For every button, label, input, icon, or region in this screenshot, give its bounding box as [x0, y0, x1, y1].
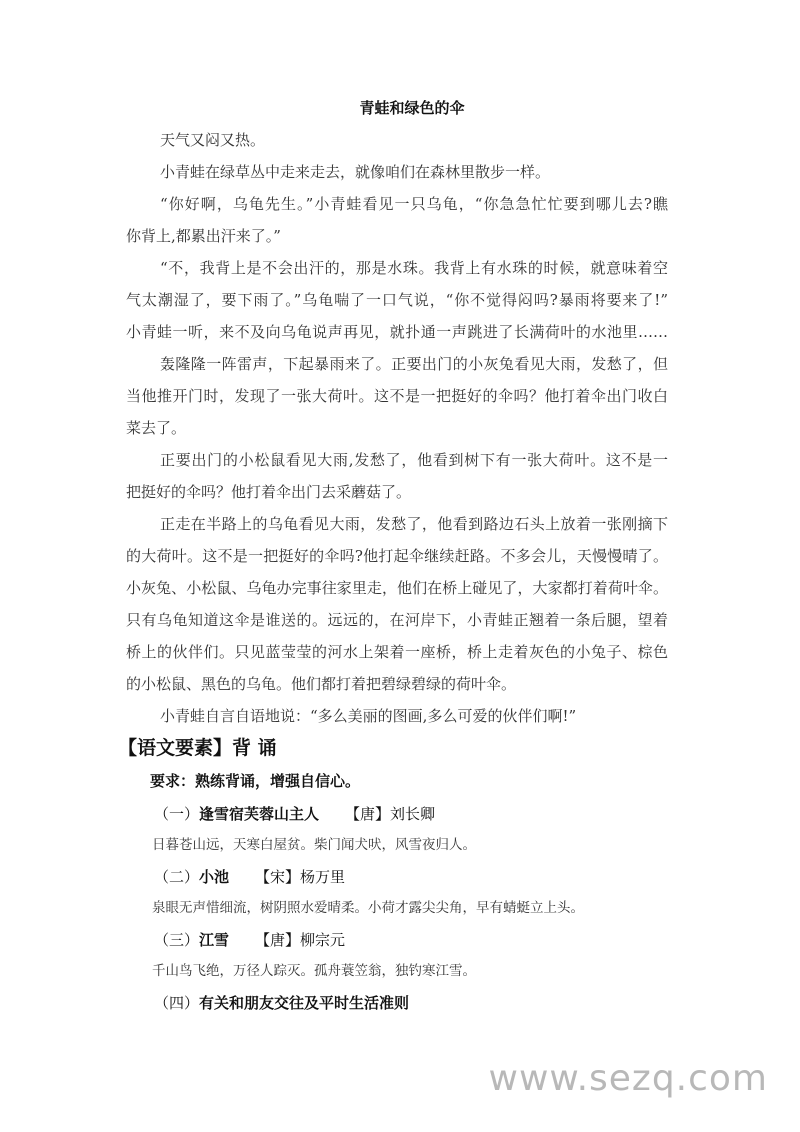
story-title: 青蛙和绿色的伞	[359, 99, 465, 117]
paragraph	[126, 348, 668, 444]
paragraph	[126, 188, 668, 252]
text-line: 只有乌龟知道这伞是谁送的。远远的，在河岸下，小青蛙正翘着一条后腿，望着	[126, 611, 668, 629]
poem-author: 杨万里	[300, 868, 346, 886]
poem-number: （一）	[154, 805, 200, 823]
requirement-text: 要求：熟练背诵，增强自信心。	[150, 772, 361, 790]
text-line: 的大荷叶。这不是一把挺好的伞吗?他打起伞继续赶路。不多会儿，天慢慢晴了。	[126, 547, 668, 565]
poem-text: 千山鸟飞绝，万径人踪灭。孤舟蓑笠翁，独钓寒江雪。	[152, 963, 476, 979]
text-line: 正走在半路上的乌龟看见大雨，发愁了，他看到路边石头上放着一张刚摘下	[160, 515, 668, 533]
paragraph	[126, 508, 668, 700]
poem-heading	[126, 798, 668, 830]
text-line: 把挺好的伞吗？他打着伞出门去采蘑菇了。	[126, 483, 412, 501]
text-line: 的小松鼠、黑色的乌龟。他们都打着把碧绿碧绿的荷叶伞。	[126, 675, 517, 693]
poem	[126, 924, 668, 987]
document-page	[118, 92, 668, 1019]
poem-title: 逢雪宿芙蓉山主人	[199, 805, 320, 823]
text-line: 小灰兔、小松鼠、乌龟办完事往家里走，他们在桥上碰见了，大家都打着荷叶伞。	[126, 579, 668, 597]
poem-heading	[126, 924, 668, 956]
poem-title: 小池	[199, 868, 230, 886]
poem-title: 江雪	[199, 931, 230, 949]
text-line: 桥上的伙伴们。只见蓝莹莹的河水上架着一座桥，桥上走着灰色的小兔子、棕色	[126, 643, 668, 661]
paragraph	[126, 444, 668, 508]
text-line: 你背上,都累出汗来了。”	[126, 227, 281, 245]
text-line: 轰隆隆一阵雷声，下起暴雨来了。正要出门的小灰兔看见大雨，发愁了，但	[160, 355, 668, 373]
paragraph	[126, 252, 668, 348]
poem-author: 柳宗元	[300, 931, 346, 949]
poem	[126, 861, 668, 924]
text-line: 当他推开门时，发现了一张大荷叶。这不是一把挺好的伞吗？他打着伞出门收白	[126, 387, 668, 405]
paragraph	[126, 700, 668, 732]
poem-dynasty: 【唐】	[255, 931, 301, 949]
watermark: www.sezq.com	[488, 1058, 768, 1099]
section-heading: 【语文要素】背 诵	[118, 737, 277, 759]
poem-number: （三）	[154, 931, 200, 949]
text-line: 小青蛙自言自语地说：“多么美丽的图画,多么可爱的伙伴们啊!”	[160, 707, 577, 725]
text-line: 气太潮湿了，要下雨了。”乌龟喘了一口气说，“你不觉得闷吗?暴雨将要来了!”	[126, 291, 668, 309]
text-line: 小青蛙在绿草丛中走来走去，就像咱们在森林里散步一样。	[160, 163, 551, 181]
poem	[126, 798, 668, 861]
text-line: 小青蛙一听，来不及向乌龟说声再见，就扑通一声跳进了长满荷叶的水池里……	[126, 323, 668, 341]
text-line: 菜去了。	[126, 419, 187, 437]
text-line: 天气又闷又热。	[160, 131, 266, 149]
poem-text: 日暮苍山远，天寒白屋贫。柴门闻犬吠，风雪夜归人。	[152, 837, 476, 853]
poem-dynasty: 【唐】	[345, 805, 391, 823]
subsection-title: 有关和朋友交往及平时生活准则	[199, 994, 410, 1012]
poem-dynasty: 【宋】	[255, 868, 301, 886]
paragraph	[126, 124, 668, 156]
text-line: “不，我背上是不会出汗的，那是水珠。我背上有水珠的时候，就意味着空	[160, 259, 668, 277]
subsection-heading	[126, 987, 668, 1019]
subsection-number: （四）	[154, 994, 200, 1012]
poem-number: （二）	[154, 868, 200, 886]
poem-text: 泉眼无声惜细流，树阴照水爱晴柔。小荷才露尖尖角，早有蜻蜓立上头。	[152, 900, 584, 916]
poem-heading	[126, 861, 668, 893]
text-line: “你好啊，乌龟先生。”小青蛙看见一只乌龟，“你急急忙忙要到哪儿去?瞧	[160, 195, 668, 213]
text-line: 正要出门的小松鼠看见大雨,发愁了，他看到树下有一张大荷叶。这不是一	[160, 451, 668, 469]
paragraph	[126, 156, 668, 188]
poem-author: 刘长卿	[390, 805, 436, 823]
